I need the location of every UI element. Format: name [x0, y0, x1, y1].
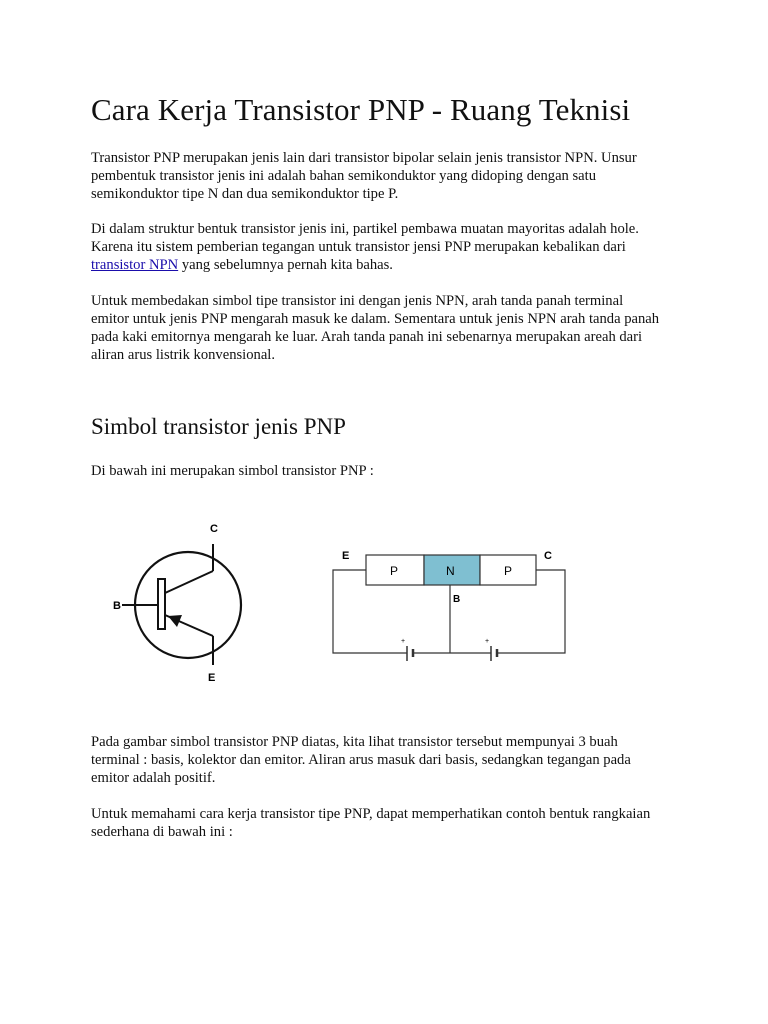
base-bar: [158, 579, 165, 629]
battery-1-plus: +: [401, 638, 406, 645]
symbol-difference-paragraph: [91, 292, 691, 364]
collector-block-label: C: [544, 550, 552, 562]
pnp-structure-diagram: [325, 540, 580, 675]
transistor-npn-link[interactable]: transistor NPN: [91, 257, 179, 273]
text-line: pada kaki emitornya mengarah ke luar. Arah tanda panah ini sebenarnya merupakan areah dari: [91, 329, 643, 345]
text-line: terminal : basis, kolektor dan emitor. Aliran arus masuk dari basis, sedangkan tegangan pada: [91, 752, 631, 768]
circuit-intro-paragraph: [91, 805, 691, 841]
text-line: Di dalam struktur bentuk transistor jenis ini, partikel pembawa muatan mayoritas adalah hole.: [91, 221, 639, 237]
text-line: emitor untuk jenis PNP mengarah masuk ke dalam. Sementara untuk jenis NPN arah tanda panah: [91, 311, 660, 327]
text-line: semikonduktor tipe N dan dua semikonduktor tipe P.: [91, 186, 399, 202]
text-line: Pada gambar simbol transistor PNP diatas, kita lihat transistor tersebut mempunyai 3 buah: [91, 734, 618, 750]
n-label: N: [446, 564, 455, 578]
text-line: Untuk memahami cara kerja transistor tipe PNP, dapat memperhatikan contoh bentuk rangkaian: [91, 806, 651, 822]
text-line: Untuk membedakan simbol tipe transistor ini dengan jenis NPN, arah tanda panah terminal: [91, 293, 624, 309]
emitter-label: E: [208, 672, 216, 684]
collector-label: C: [210, 523, 218, 535]
page-title: Cara Kerja Transistor PNP - Ruang Teknisi: [91, 92, 631, 127]
p-right-label: P: [504, 564, 513, 578]
pnp-symbol-diagram: [100, 515, 250, 695]
base-block-label: B: [453, 594, 461, 605]
section-heading: Simbol transistor jenis PNP: [91, 414, 346, 439]
text-line: [91, 256, 691, 274]
text-line: Karena itu sistem pemberian tegangan untuk transistor jensi PNP merupakan kebalikan dari: [91, 239, 626, 255]
pnp-structure-svg: [325, 540, 580, 670]
emitter-block-label: E: [342, 550, 350, 562]
text-line: emitor adalah positif.: [91, 770, 216, 786]
text-line: sederhana di bawah ini :: [91, 824, 233, 840]
intro-paragraph: [91, 149, 691, 203]
text-line: Transistor PNP merupakan jenis lain dari transistor bipolar selain jenis transistor NPN. Unsur: [91, 150, 637, 166]
text-line: aliran arus listrik konvensional.: [91, 347, 276, 363]
text-fragment: yang sebelumnya pernah kita bahas.: [178, 257, 393, 273]
text-line: pembentuk transistor jenis ini adalah bahan semikonduktor yang didoping dengan satu: [91, 168, 597, 184]
battery-2-plus: +: [485, 638, 490, 645]
explanation-paragraph: [91, 733, 691, 787]
p-left-label: P: [390, 564, 399, 578]
structure-paragraph: [91, 220, 691, 274]
symbol-intro-paragraph: Di bawah ini merupakan simbol transistor PNP :: [91, 463, 374, 479]
pnp-symbol-svg: [100, 515, 250, 690]
base-label: B: [113, 600, 121, 612]
collector-lead: [165, 571, 213, 593]
